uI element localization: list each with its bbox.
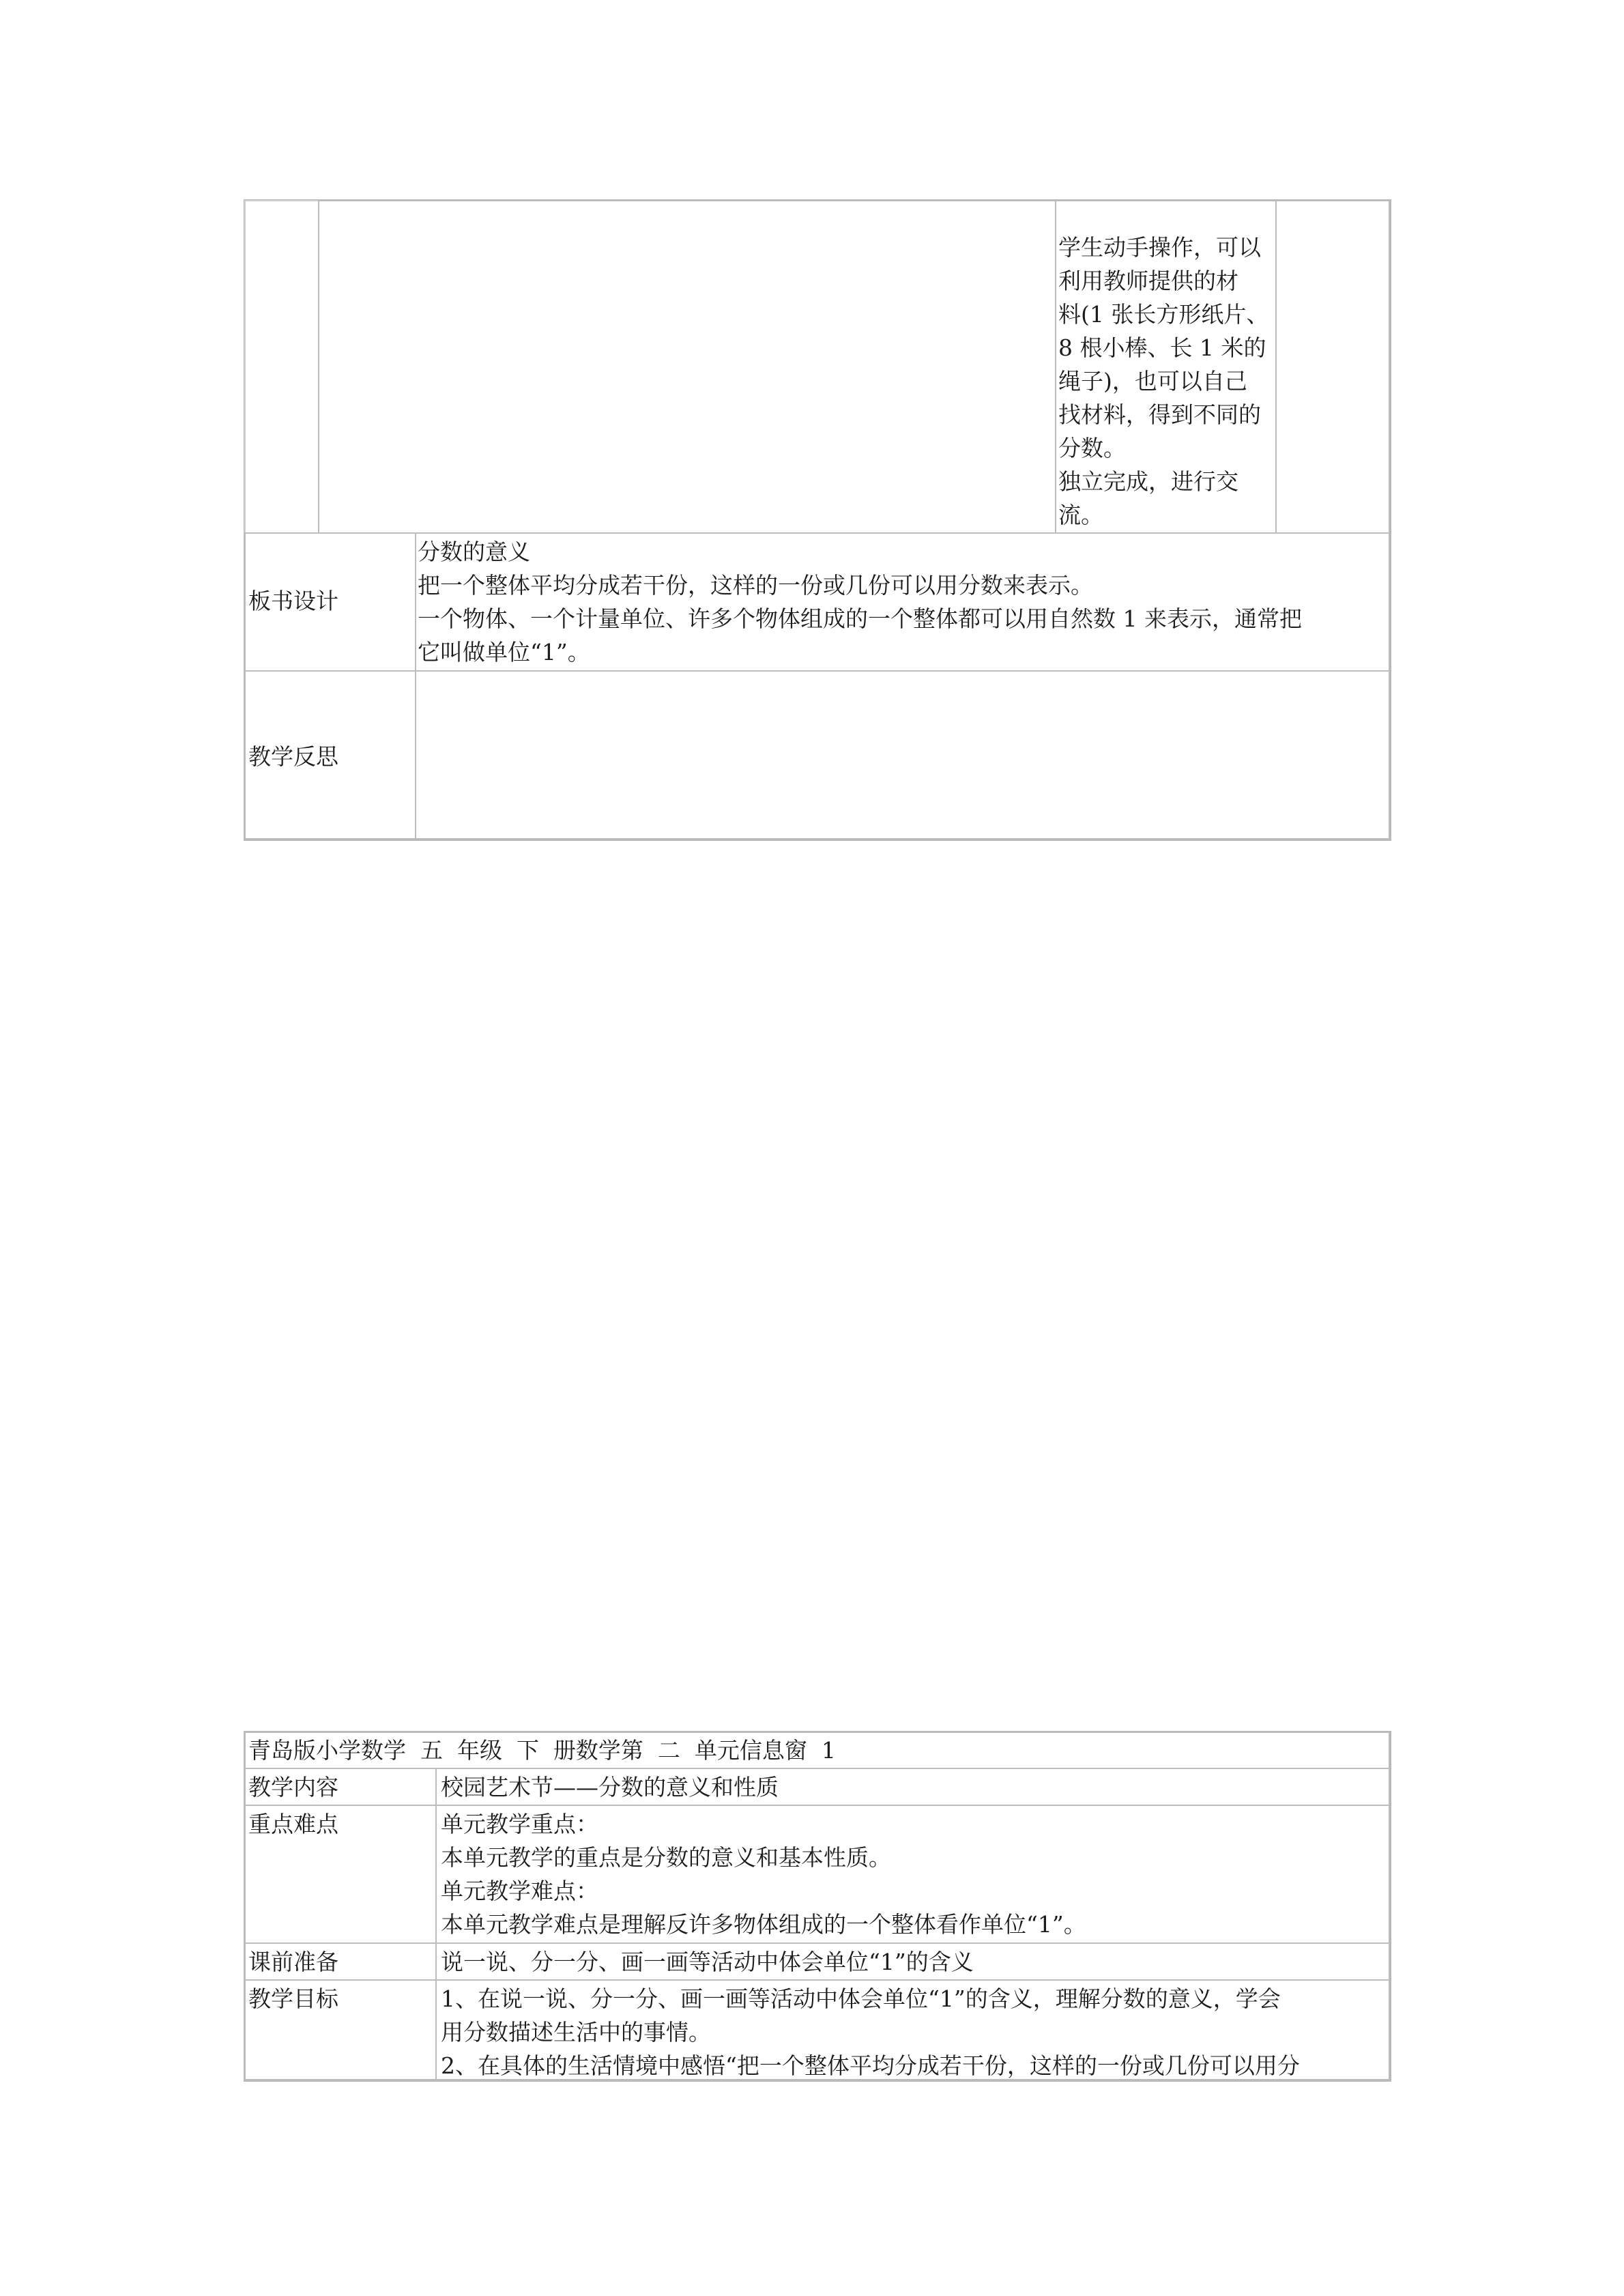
preparation-label: 课前准备 — [248, 1949, 338, 1975]
student-activity-line-2: 利用教师提供的材 — [1058, 268, 1238, 294]
objectives-line-1: 1、在说一说、分一分、画一画等活动中体会单位“1”的含义，理解分数的意义，学会 — [441, 1985, 1281, 2012]
keypoints-line-2: 本单元教学的重点是分数的意义和基本性质。 — [441, 1844, 891, 1871]
top-row1-col1 — [244, 200, 319, 534]
table-header: 青岛版小学数学 五 年级 下 册数学第 二 单元信息窗 1 — [248, 1737, 836, 1764]
student-activity-line-6: 找材料，得到不同的 — [1058, 401, 1261, 428]
student-activity-line-8: 独立完成，进行交 — [1058, 468, 1238, 495]
board-design-line-4: 它叫做单位“1”。 — [418, 639, 590, 665]
student-activity-line-3: 料(1 张长方形纸片、 — [1058, 301, 1269, 328]
student-activity-line-5: 绳子)，也可以自己 — [1058, 368, 1247, 394]
student-activity-line-4: 8 根小棒、长 1 米的 — [1058, 334, 1266, 361]
objectives-line-2: 用分数描述生活中的事情。 — [441, 2019, 711, 2046]
board-design-line-2: 把一个整体平均分成若干份，这样的一份或几份可以用分数来表示。 — [418, 572, 1093, 599]
teaching-content-label: 教学内容 — [248, 1774, 338, 1800]
student-activity-line-1: 学生动手操作，可以 — [1058, 234, 1261, 261]
student-activity-line-9: 流。 — [1058, 502, 1103, 528]
top-row1-col4 — [1275, 200, 1390, 534]
keypoints-label: 重点难点 — [248, 1811, 338, 1837]
top-row1-col2 — [318, 200, 1056, 534]
reflection-label: 教学反思 — [248, 743, 338, 770]
student-activity-text — [1058, 231, 1277, 532]
reflection-content-cell — [415, 670, 1390, 840]
keypoints-line-4: 本单元教学难点是理解反许多物体组成的一个整体看作单位“1”。 — [441, 1911, 1086, 1938]
board-design-line-3: 一个物体、一个计量单位、许多个物体组成的一个整体都可以用自然数 1 来表示，通常把 — [418, 605, 1302, 632]
teaching-content-value: 校园艺术节——分数的意义和性质 — [441, 1774, 779, 1800]
preparation-value: 说一说、分一分、画一画等活动中体会单位“1”的含义 — [441, 1949, 974, 1975]
board-design-content — [418, 535, 1387, 669]
board-design-label: 板书设计 — [248, 588, 338, 614]
objectives-label: 教学目标 — [248, 1985, 338, 2012]
board-design-line-1: 分数的意义 — [418, 539, 530, 565]
keypoints-line-3: 单元教学难点： — [441, 1878, 598, 1904]
objectives-line-3: 2、在具体的生活情境中感悟“把一个整体平均分成若干份，这样的一份或几份可以用分 — [441, 2052, 1300, 2079]
keypoints-line-1: 单元教学重点： — [441, 1811, 598, 1837]
student-activity-line-7: 分数。 — [1058, 435, 1126, 461]
